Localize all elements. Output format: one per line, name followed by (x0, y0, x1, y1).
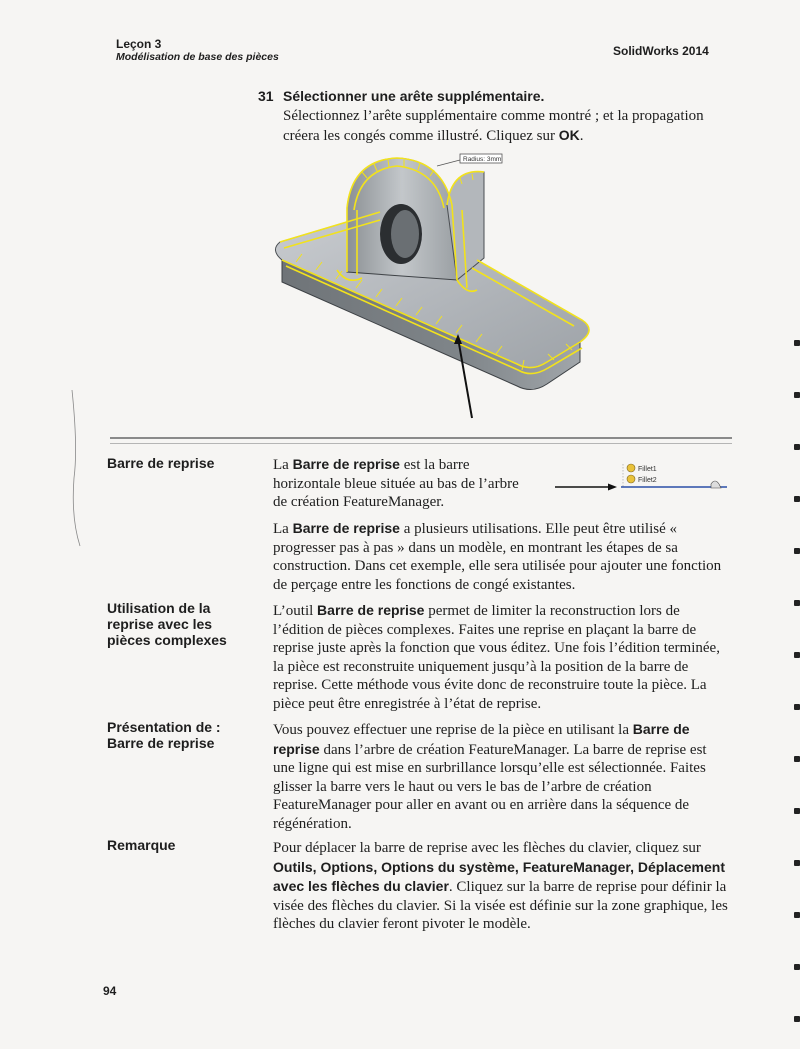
text: a plusieurs utilisations. Elle peut être utilisé « progresser pas à pas » dans un modèle, en montrant les étapes de sa construction. Dans cet exemple, elle sera utilisée pour ajouter une fonction de perçage entre les fonctions de congé existantes. (273, 521, 722, 593)
margin-pencil-line (68, 388, 88, 548)
label-line: Barre de reprise (107, 735, 215, 751)
fillet-icon (627, 464, 635, 472)
presentation-paragraph (273, 720, 731, 834)
text: L’outil (273, 603, 318, 619)
lesson-label: Leçon 3 (116, 37, 162, 51)
spiral-binding (792, 340, 800, 1040)
section-label-note: Remarque (107, 837, 176, 853)
fillet-part-figure (262, 150, 602, 433)
term-rollback-bar: Barre de reprise (292, 456, 400, 472)
step-text-end: . (579, 128, 584, 144)
label-line: pièces complexes (107, 632, 227, 648)
tree-item-fillet2: Fillet2 (638, 477, 657, 484)
term-rollback-bar: Barre de reprise (317, 602, 425, 618)
tree-item-fillet1: Fillet1 (638, 466, 657, 473)
text: . Cliquez sur la barre de reprise pour définir la visée des flèches du clavier. Si la visée est définie sur la zone graphique, les flèches du clavier feront pivoter le modèle. (273, 879, 728, 933)
section-label-rollback-bar: Barre de reprise (107, 455, 215, 471)
step-number: 31 (258, 88, 274, 104)
label-line: Présentation de : (107, 719, 221, 735)
fillet-icon (627, 475, 635, 483)
step-title: Sélectionner une arête supplémentaire. (283, 88, 545, 104)
step-instructions (283, 107, 743, 146)
ok-keyword: OK (558, 127, 580, 143)
section-label-presentation (107, 719, 221, 751)
rollback-bar-illustration (555, 458, 735, 494)
text: La (273, 521, 293, 537)
text: Pour déplacer la barre de reprise avec les flèches du clavier, cliquez sur (273, 840, 701, 856)
term-rollback-bar: Barre de reprise (273, 721, 690, 757)
rollback-uses-paragraph (273, 519, 731, 594)
part-illustration (262, 150, 602, 428)
rollback-intro-paragraph (273, 455, 553, 512)
complex-parts-paragraph (273, 601, 731, 714)
section-divider (110, 437, 732, 444)
section-label-complex-parts (107, 600, 227, 648)
page-number: 94 (103, 984, 117, 998)
text: La (273, 457, 293, 473)
text: horizontale bleue située au bas de l’arbre (273, 475, 519, 492)
radius-callout: Radius: 3mm (463, 156, 502, 163)
term-rollback-bar: Barre de reprise (292, 520, 400, 536)
text: est la barre (399, 457, 470, 473)
text: dans l’arbre de création FeatureManager. La barre de reprise est une ligne qui est mise en surbrillance lorsqu’elle est sélectionnée. Faites glisser la barre vers le haut ou vers le bas de l’arbre de création FeatureManager pour aller en avant ou en arrière dans la séquence de régénération. (273, 741, 707, 832)
text: permet de limiter la reconstruction lors de l’édition de pièces complexes. Faites une reprise en plaçant la barre de reprise juste après la fonction que vous éditez. Une fois l’édition terminée, la pièce est reconstruite uniquement jusqu’à la position de la barre de reprise. Cette méthode vous évite donc de reconstruire toute la pièce. La pièce peut être enregistrée à l’état de reprise. (273, 603, 720, 712)
running-header-left (116, 38, 279, 64)
label-line: Utilisation de la (107, 600, 211, 616)
text: de création FeatureManager. (273, 494, 445, 511)
chapter-subtitle: Modélisation de base des pièces (116, 51, 279, 63)
hand-cursor-icon (711, 481, 721, 488)
step-text: Sélectionnez l’arête supplémentaire comme montré ; et la propagation créera les congés comme illustré. Cliquez sur (283, 108, 704, 144)
rollback-bar-figure (555, 458, 735, 499)
note-paragraph (273, 839, 731, 934)
running-header-right: SolidWorks 2014 (613, 44, 709, 58)
menu-path: Outils, Options, Options du système, FeatureManager, Déplacement avec les flèches du clavier (273, 858, 725, 895)
text: Vous pouvez effectuer une reprise de la pièce en utilisant la (273, 722, 633, 738)
label-line: reprise avec les (107, 616, 213, 632)
